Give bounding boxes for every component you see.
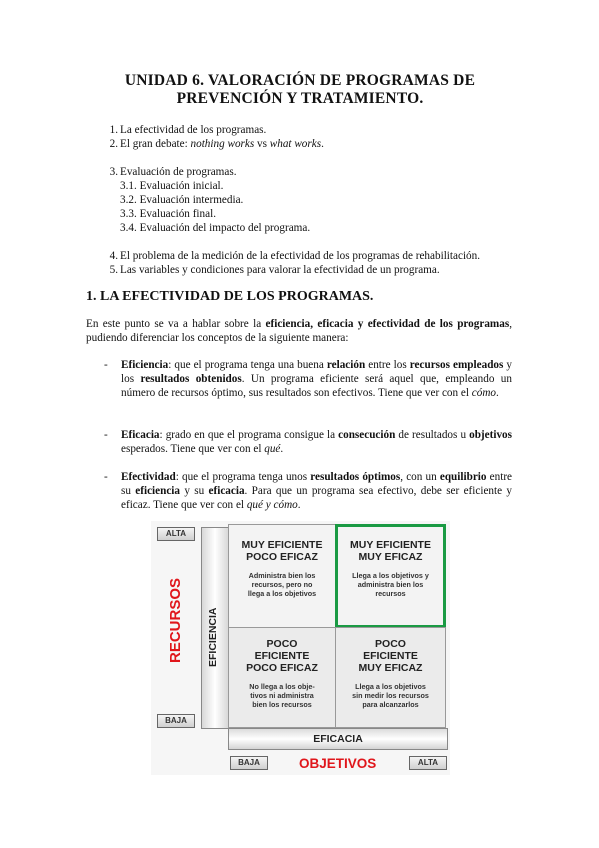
section-heading: 1. LA EFECTIVIDAD DE LOS PROGRAMAS. <box>86 289 374 304</box>
toc-subitem: 3.4. Evaluación del impacto del programa. <box>120 222 311 234</box>
cell-muy-eficiente-muy-eficaz: MUY EFICIENTE MUY EFICAZ Llega a los objetivos y administra bien los recursos <box>335 524 446 628</box>
cell-poco-eficiente-poco-eficaz: POCO EFICIENTE POCO EFICAZ No llega a los obje- tivos ni administra bien los recursos <box>228 627 336 728</box>
bullet-efectividad: - Efectividad: que el programa tenga unos resultados óptimos, con un equilibrio entre su eficiencia y su eficacia. Para que un programa sea efectivo, debe ser eficiente y eficaz. Tiene que ver con el qué y cómo. <box>104 471 513 512</box>
objetivos-label: OBJETIVOS <box>299 756 377 771</box>
recursos-label: RECURSOS <box>167 577 184 663</box>
cell-poco-eficiente-muy-eficaz: POCO EFICIENTE MUY EFICAZ Llega a los objetivos sin medir los recursos para alcanzarlos <box>335 627 446 728</box>
toc-subitem: 3.2. Evaluación intermedia. <box>120 194 244 206</box>
eficacia-axis-bar <box>228 728 448 750</box>
tag-baja-left: BAJA <box>157 714 195 728</box>
document-page: UNIDAD 6. VALORACIÓN DE PROGRAMAS DE PREVENCIÓN Y TRATAMIENTO. 1. La efectividad de los programas. 2. El gran debate: nothing works vs what works. 3. Evaluación de programas. 3.1. Evaluación inicial. 3.2. Evaluación intermedia. 3.3. Evaluación final. 3.4. Evaluación del impacto del programa. 4. El problema de la medición de la efectividad de los programas de rehabilitación. 5. Las variables y condiciones para valorar la efectividad de un programa. 1. LA EFECTIVIDAD DE LOS PROGRAMAS. En este punto se va a hablar sobre la eficiencia, eficacia y efectividad de los programas, pudiendo diferenciar los conceptos de la siguiente manera: - Eficiencia: que el programa tenga una buena relación entre los recursos empleados y los resultados obtenidos. Un programa eficiente será aquel que, empleando un número de recursos óptimo, sus resultados son efectivos. Tiene que ver con el cómo. - Eficacia: grado en que el programa consigue la consecución de resultados u objetivos esperados. Tiene que ver con el qué. - Efectividad: que el programa tenga unos resultados óptimos, con un equilibrio entre su eficiencia y su eficacia. Para que un programa sea efectivo, debe ser eficiente y eficaz. Tiene que ver con el qué y cómo. ALTA BAJA BAJA ALTA RECURSOS OBJETIVOS EFICIENCIA EFICACIA MUY EFICIENTE POCO EFICAZ Administra bien los recursos, pero no llega a los objetivos MUY EFICIENTE MUY EFICAZ Llega a los objetivos y administra bien los recursos POCO EFICIENTE POCO EFICAZ No llega a los obje- tivos ni administra bien los recursos POCO EFICIENTE MUY EFICAZ Llega a los objetivos sin medir los recursos para alcanzarlos <box>0 0 599 848</box>
bullet-eficacia: - Eficacia: grado en que el programa consigue la consecución de resultados u objetivos esperados. Tiene que ver con el qué. <box>104 429 512 456</box>
bullet-eficiencia: - Eficiencia: que el programa tenga una buena relación entre los recursos empleados y los resultados obtenidos. Un programa eficiente será aquel que, empleando un número de recursos óptimo, sus resultados son efectivos. Tiene que ver con el cómo. <box>104 359 513 400</box>
toc-subitem: 3.1. Evaluación inicial. <box>120 180 224 192</box>
tag-alta-right: ALTA <box>409 756 447 770</box>
tag-alta-top: ALTA <box>157 527 195 541</box>
eficacia-axis-label: EFICACIA <box>313 733 363 745</box>
tag-baja-bottom: BAJA <box>230 756 268 770</box>
cell-muy-eficiente-poco-eficaz: MUY EFICIENTE POCO EFICAZ Administra bien los recursos, pero no llega a los objetivos <box>228 524 336 628</box>
efficiency-efficacy-matrix <box>151 521 450 775</box>
intro-paragraph: En este punto se va a hablar sobre la eficiencia, eficacia y efectividad de los programas, pudiendo diferenciar los conceptos de la siguiente manera: <box>86 318 512 344</box>
eficiencia-axis-label: EFICIENCIA <box>207 607 219 667</box>
toc-subitem: 3.3. Evaluación final. <box>120 208 216 220</box>
page-title: UNIDAD 6. VALORACIÓN DE PROGRAMAS DE PREVENCIÓN Y TRATAMIENTO. <box>124 72 476 107</box>
